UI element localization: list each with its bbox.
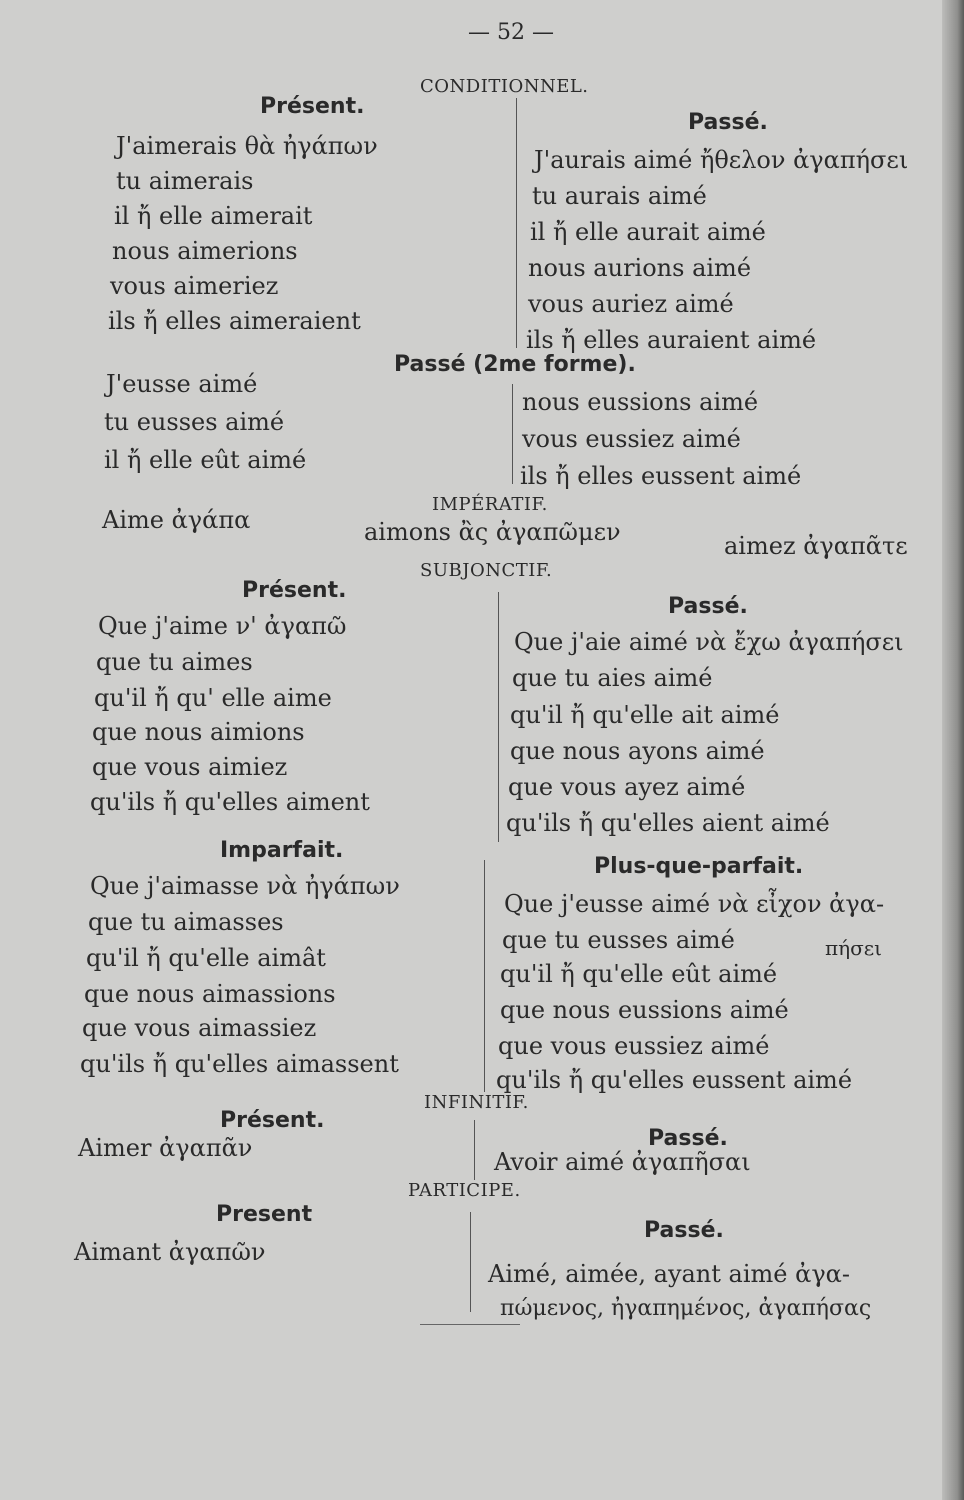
conditionnel-passe2-right-line: nous eussions aimé — [522, 388, 759, 416]
subjonctif-present-heading: Présent. — [242, 578, 347, 603]
conditionnel-passe-line: il ἤ elle aurait aimé — [530, 218, 766, 246]
conditionnel-present-line: ils ἤ elles aimeraient — [108, 307, 361, 335]
subjonctif-pqp-line: que nous eussions aimé — [500, 996, 789, 1024]
column-divider — [484, 860, 485, 1092]
conditionnel-passe2-left-line: tu eusses aimé — [104, 408, 285, 436]
subjonctif-passe-line: que nous ayons aimé — [510, 737, 765, 765]
subjonctif-present-line: Que j'aime ν' ἀγαπῶ — [98, 612, 347, 640]
conditionnel-passe-line: J'aurais aimé ἤθελον ἀγαπήσει — [534, 146, 909, 174]
subjonctif-imparfait-line: que nous aimassions — [84, 980, 336, 1008]
subjonctif-pqp-line: qu'il ἤ qu'elle eût aimé — [500, 960, 778, 988]
subjonctif-passe-line: Que j'aie aimé νὰ ἔχω ἀγαπήσει — [514, 628, 904, 656]
imperatif-item: Aime ἀγάπα — [102, 506, 251, 534]
subjonctif-pqp-heading: Plus-que-parfait. — [594, 854, 804, 879]
subjonctif-present-line: que nous aimions — [92, 718, 305, 746]
infinitif-passe-heading: Passé. — [648, 1126, 728, 1151]
subjonctif-present-line: que vous aimiez — [92, 753, 288, 781]
conditionnel-passe2-right-line: vous eussiez aimé — [522, 425, 741, 453]
participe-title: PARTICIPE. — [408, 1180, 521, 1201]
column-divider — [498, 592, 499, 842]
closing-rule — [420, 1324, 520, 1325]
infinitif-present-value: Aimer ἀγαπᾶν — [78, 1134, 253, 1162]
subjonctif-passe-line: que vous ayez aimé — [508, 773, 746, 801]
subjonctif-pqp-line: que vous eussiez aimé — [498, 1032, 770, 1060]
column-divider — [512, 384, 513, 484]
subjonctif-pqp-continuation: πήσει — [825, 936, 882, 960]
column-divider — [470, 1212, 471, 1312]
conditionnel-passe2-heading: Passé (2me forme). — [394, 352, 636, 377]
subjonctif-passe-heading: Passé. — [668, 594, 748, 619]
infinitif-present-heading: Présent. — [220, 1108, 325, 1133]
participe-present-heading: Present — [216, 1202, 313, 1227]
page-edge-shadow — [942, 0, 964, 1500]
conditionnel-present-line: nous aimerions — [112, 237, 298, 265]
conditionnel-passe-line: ils ἤ elles auraient aimé — [526, 326, 817, 354]
subjonctif-passe-line: que tu aies aimé — [512, 664, 713, 692]
subjonctif-imparfait-heading: Imparfait. — [220, 838, 344, 863]
subjonctif-passe-line: qu'il ἤ qu'elle ait aimé — [510, 701, 780, 729]
imperatif-item: aimez ἀγαπᾶτε — [724, 532, 908, 560]
subjonctif-passe-line: qu'ils ἤ qu'elles aient aimé — [506, 809, 830, 837]
subjonctif-imparfait-line: Que j'aimasse νὰ ἠγάπων — [90, 872, 400, 900]
conditionnel-present-line: tu aimerais — [116, 167, 254, 195]
subjonctif-imparfait-line: que tu aimasses — [88, 908, 284, 936]
participe-passe-line: Aimé, aimée, ayant aimé ἀγα- — [488, 1260, 850, 1288]
subjonctif-imparfait-line: qu'il ἤ qu'elle aimât — [86, 944, 326, 972]
conditionnel-present-heading: Présent. — [260, 94, 365, 119]
column-divider — [516, 98, 517, 348]
conditionnel-title: CONDITIONNEL. — [420, 76, 589, 97]
page-number: — 52 — — [468, 20, 554, 45]
conditionnel-passe-line: vous auriez aimé — [528, 290, 734, 318]
subjonctif-pqp-line: que tu eusses aimé — [502, 926, 735, 954]
participe-passe-line: πώμενος, ἠγαπημένος, ἀγαπήσας — [500, 1296, 872, 1321]
infinitif-title: INFINITIF. — [424, 1092, 529, 1113]
conditionnel-passe2-left-line: il ἤ elle eût aimé — [104, 446, 307, 474]
subjonctif-imparfait-line: que vous aimassiez — [82, 1014, 317, 1042]
conditionnel-passe2-right-line: ils ἤ elles eussent aimé — [520, 462, 802, 490]
conditionnel-passe-line: nous aurions aimé — [528, 254, 752, 282]
subjonctif-present-line: que tu aimes — [96, 648, 253, 676]
column-divider — [474, 1120, 475, 1180]
infinitif-passe-value: Avoir aimé ἀγαπῆσαι — [494, 1148, 751, 1176]
participe-passe-heading: Passé. — [644, 1218, 724, 1243]
subjonctif-present-line: qu'il ἤ qu' elle aime — [94, 684, 332, 712]
subjonctif-pqp-line: Que j'eusse aimé νὰ εἶχον ἀγα- — [504, 890, 885, 918]
conditionnel-present-line: il ἤ elle aimerait — [114, 202, 313, 230]
subjonctif-present-line: qu'ils ἤ qu'elles aiment — [90, 788, 370, 816]
conditionnel-passe2-left-line: J'eusse aimé — [106, 370, 258, 398]
participe-present-value: Aimant ἀγαπῶν — [74, 1238, 266, 1266]
conditionnel-present-line: vous aimeriez — [110, 272, 279, 300]
subjonctif-pqp-line: qu'ils ἤ qu'elles eussent aimé — [496, 1066, 853, 1094]
conditionnel-passe-line: tu aurais aimé — [532, 182, 707, 210]
subjonctif-imparfait-line: qu'ils ἤ qu'elles aimassent — [80, 1050, 399, 1078]
subjonctif-title: SUBJONCTIF. — [420, 560, 553, 581]
imperatif-item: aimons ἂς ἀγαπῶμεν — [364, 518, 621, 546]
conditionnel-present-line: J'aimerais θὰ ἠγάπων — [116, 132, 378, 160]
imperatif-title: IMPÉRATIF. — [432, 494, 548, 515]
conditionnel-passe-heading: Passé. — [688, 110, 768, 135]
